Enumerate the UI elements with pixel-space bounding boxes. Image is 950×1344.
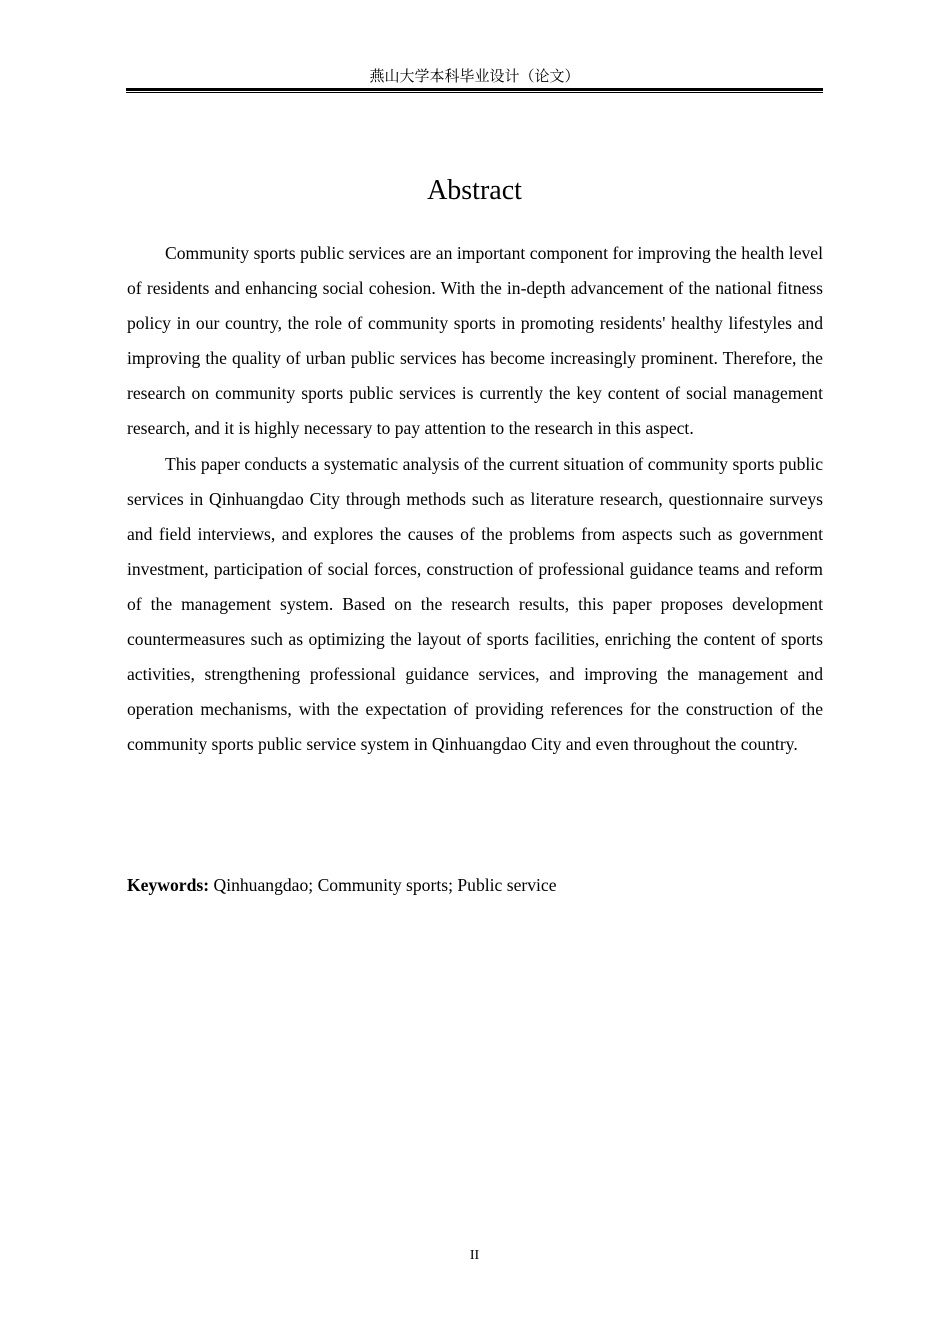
keywords-text: Qinhuangdao; Community sports; Public service <box>209 875 557 895</box>
header-rule-thin <box>126 92 823 93</box>
page-header: 燕山大学本科毕业设计（论文） <box>369 67 580 85</box>
abstract-paragraph-1: Community sports public services are an important component for improving the health level of residents and enhancing social cohesion. With the in-depth advancement of the national fitness policy in our country, the role of community sports in promoting residents' healthy lifestyles and improving the quality of urban public services has become increasingly prominent. Therefore, the research on community sports public services is currently the key content of social management research, and it is highly necessary to pay attention to the research in this aspect. <box>127 243 823 439</box>
abstract-paragraph-2: This paper conducts a systematic analysis of the current situation of community sports public services in Qinhuangdao City through methods such as literature research, questionnaire surveys and field interviews, and explores the causes of the problems from aspects such as government investment, participation of social forces, construction of professional guidance teams and reform of the management system. Based on the research results, this paper proposes development countermeasures such as optimizing the layout of sports facilities, enriching the content of sports activities, strengthening professional guidance services, and improving the management and operation mechanisms, with the expectation of providing references for the construction of the community sports public service system in Qinhuangdao City and even throughout the country. <box>127 453 823 755</box>
keywords-label: Keywords: <box>127 875 210 895</box>
header-rule-thick <box>126 88 823 91</box>
abstract-body <box>127 236 823 762</box>
page-number: II <box>469 1248 480 1263</box>
abstract-title: Abstract <box>427 175 522 206</box>
keywords-line <box>127 868 823 903</box>
